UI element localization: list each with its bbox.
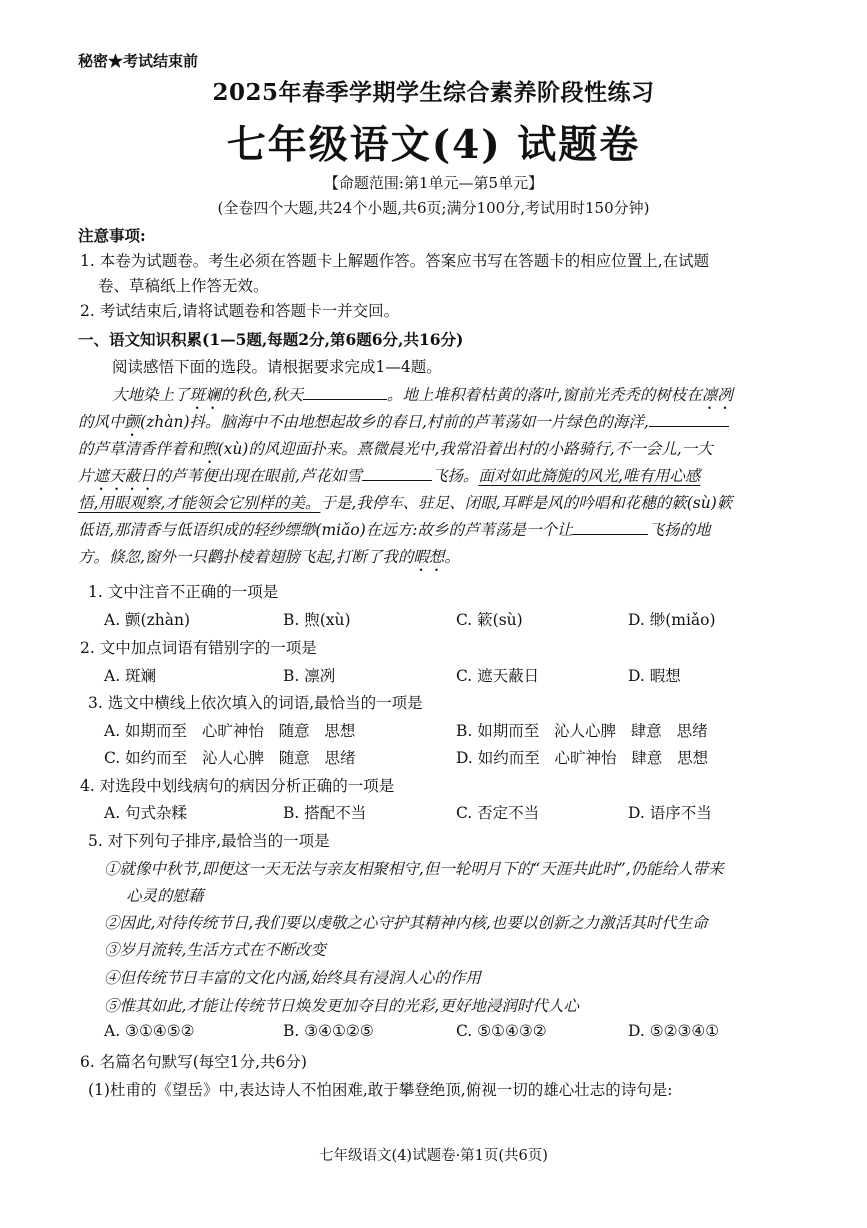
q3-option-b[interactable]: B. 如期而至 沁人心脾 肆意 思绪 <box>456 722 708 740</box>
q5-sentence-2: ②因此,对待传统节日,我们要以虔敬之心守护其精神内核,也要以创新之力激活其时代生命 <box>104 914 708 932</box>
q5-sentence-5: ⑤惟其如此,才能让传统节日焕发更加夺目的光彩,更好地浸润时代人心 <box>104 997 579 1015</box>
notice-item-2: 2. 考试结束后,请将试题卷和答题卡一并交回。 <box>80 302 400 320</box>
passage-line-2: 的风中颤(zhàn)抖。脑海中不由地想起故乡的春日,村前的芦苇荡如一片绿色的海洋, <box>78 410 729 440</box>
blank-1 <box>303 385 387 400</box>
exam-subtitle: 2025年春季学期学生综合素养阶段性练习 <box>212 79 655 106</box>
passage-line-5: 悟,用眼观察,才能领会它别样的美。于是,我停车、驻足、闭眼,耳畔是风的吟唱和花穗的簌(sù)簌 <box>78 494 733 512</box>
q4-option-b[interactable]: B. 搭配不当 <box>283 804 367 822</box>
q3-option-c[interactable]: C. 如约而至 沁人心脾 随意 思绪 <box>104 749 356 767</box>
passage-line-7: 方。倏忽,窗外一只鹳扑棱着翅膀飞起,打断了我的暇想。 <box>78 548 460 566</box>
q2-option-c[interactable]: C. 遮天蔽日 <box>456 667 540 685</box>
q5-option-a[interactable]: A. ③①④⑤② <box>104 1022 195 1040</box>
q2-option-a[interactable]: A. 斑斓 <box>104 667 157 685</box>
notice-heading: 注意事项: <box>78 226 146 245</box>
question-6-stem: 6. 名篇名句默写(每空1分,共6分) <box>80 1053 307 1071</box>
q1-option-a[interactable]: A. 颤(zhàn) <box>104 611 191 629</box>
reading-intro: 阅读感悟下面的选段。请根据要求完成1—4题。 <box>112 358 442 376</box>
dotted-word-1: 斑斓 <box>189 386 221 404</box>
q5-sentence-1-cont: 心灵的慰藉 <box>126 887 204 905</box>
page-footer: 七年级语文(4)试题卷·第1页(共6页) <box>319 1148 548 1164</box>
passage-line-3: 的芦草清香伴着和煦(xù)的风迎面扑来。熹微晨光中,我常沿着出村的小路骑行,不一会儿,一大 <box>78 440 713 458</box>
q5-option-b[interactable]: B. ③④①②⑤ <box>283 1022 374 1040</box>
q5-sentence-3: ③岁月流转,生活方式在不断改变 <box>104 941 326 959</box>
exam-scope: 【命题范围:第1单元—第5单元】 <box>323 174 544 192</box>
underlined-sentence: 面对如此旖旎的风光,唯有用心感 <box>478 467 701 485</box>
blank-4 <box>572 520 648 535</box>
passage-line-4: 片遮天蔽日的芦苇便出现在眼前,芦花如雪 飞扬。面对如此旖旎的风光,唯有用心感 <box>78 467 701 485</box>
q4-option-d[interactable]: D. 语序不当 <box>628 804 712 822</box>
q5-sentence-4: ④但传统节日丰富的文化内涵,始终具有浸润人心的作用 <box>104 969 481 987</box>
dotted-word-4: 暇想 <box>413 548 445 566</box>
dotted-word-3: 遮天蔽日 <box>93 467 156 485</box>
q2-option-d[interactable]: D. 暇想 <box>628 667 681 685</box>
page-title: 七年级语文(4) 试题卷 <box>226 122 641 168</box>
blank-3 <box>362 466 432 481</box>
q1-option-b[interactable]: B. 煦(xù) <box>283 611 351 629</box>
passage-line-1: 大地染上了斑斓的秋色,秋天 。地上堆积着枯黄的落叶,窗前光秃秃的树枝在凛冽 <box>112 386 733 404</box>
exam-info: (全卷四个大题,共24个小题,共6页;满分100分,考试用时150分钟) <box>217 199 650 217</box>
q4-option-c[interactable]: C. 否定不当 <box>456 804 540 822</box>
q3-option-d[interactable]: D. 如约而至 心旷神怡 肆意 思想 <box>456 749 709 767</box>
question-4-stem: 4. 对选段中划线病句的病因分析正确的一项是 <box>80 777 395 795</box>
blank-2 <box>649 412 729 427</box>
question-1-stem: 1. 文中注音不正确的一项是 <box>88 583 279 601</box>
passage-line-6: 低语,那清香与低语织成的轻纱缥缈(miǎo)在远方:故乡的芦苇荡是一个让 飞扬的地 <box>78 521 711 539</box>
question-5-stem: 5. 对下列句子排序,最恰当的一项是 <box>88 832 330 850</box>
q5-option-d[interactable]: D. ⑤②③④① <box>628 1022 720 1040</box>
section-1-heading: 一、语文知识积累(1—5题,每题2分,第6题6分,共16分) <box>78 330 464 349</box>
q1-option-c[interactable]: C. 簌(sù) <box>456 611 523 629</box>
notice-item-1-cont: 卷、草稿纸上作答无效。 <box>98 277 269 295</box>
q3-option-a[interactable]: A. 如期而至 心旷神怡 随意 思想 <box>104 722 356 740</box>
dotted-word-2: 凛冽 <box>701 386 733 404</box>
q2-option-b[interactable]: B. 凛冽 <box>283 667 336 685</box>
q1-option-d[interactable]: D. 缈(miǎo) <box>628 611 716 629</box>
question-3-stem: 3. 选文中横线上依次填入的词语,最恰当的一项是 <box>88 694 423 712</box>
confidential-label: 秘密★考试结束前 <box>78 52 199 70</box>
notice-item-1: 1. 本卷为试题卷。考生必须在答题卡上解题作答。答案应书写在答题卡的相应位置上,在试题 <box>80 252 710 270</box>
question-6-sub-1: (1)杜甫的《望岳》中,表达诗人不怕困难,敢于攀登绝顶,俯视一切的雄心壮志的诗句是: <box>88 1081 673 1099</box>
q5-sentence-1: ①就像中秋节,即便这一天无法与亲友相聚相守,但一轮明月下的“天涯共此时”,仍能给人带来 <box>104 860 724 878</box>
question-2-stem: 2. 文中加点词语有错别字的一项是 <box>80 639 317 657</box>
q5-option-c[interactable]: C. ⑤①④③② <box>456 1022 547 1040</box>
q4-option-a[interactable]: A. 句式杂糅 <box>104 804 188 822</box>
